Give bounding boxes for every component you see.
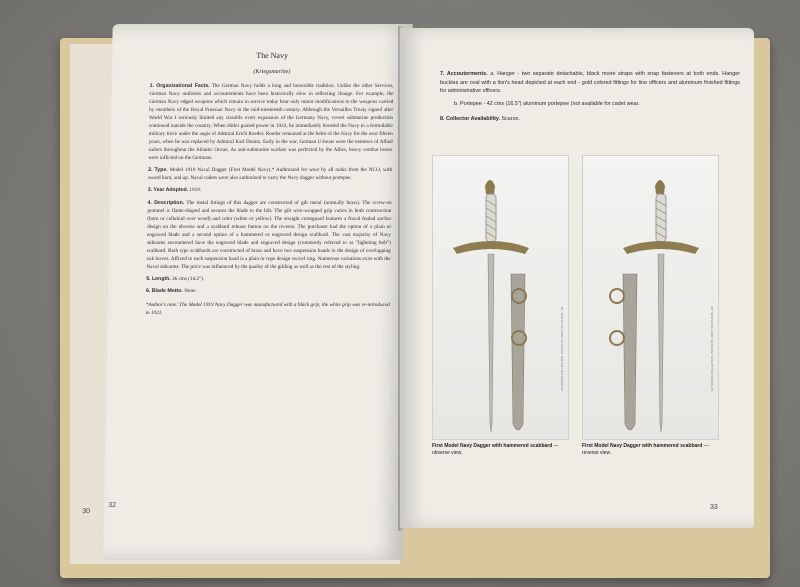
- section-2: 2. Type. Model 1919 Naval Dagger (First Model Navy).* Authorized for wear by all ranks from the NCO, with sword knot, and up. Naval cadets were also authorized to carry the Navy dagger without portepee.: [147, 167, 393, 182]
- photo-credit-right: AUTHOR'S COLLECTION. PHOTO BY ANDY SOUTHARD, JR.: [710, 306, 714, 392]
- page-number-33: 33: [710, 504, 718, 511]
- dagger-obverse-image: [433, 156, 568, 439]
- section-1: 1. Organizational Facts. The German Navy holds a long and honorable tradition. Unlike the other Services, German Navy uniforms and accoutrements have been historically slow in reflecting change. For example, the German Navy edged weapons which remain in service today bear only minor modifications to the weapons carried by members of the Royal Prussian Navy in the mid-nineteenth century. Although the Versailles Treaty signed after World War I seriously limited any sizeable overt expansion of the Germany Navy, covert submarine production continued outside the country. When Hitler gained power in 1933, he immediately boosted the Navy to a formidable military force under the aegis of Admiral Erich Roeder. Roeder remained at the helm of the Navy for the next fifteen years, when he was replaced by Admiral Karl Donitz. Early in the war, German U-boats were the nemeses of Allied sailors throughout the Atlantic Ocean. As anti-submarine warfare was perfected by the Allies, heavy combat losses were inflicted on the Germans.: [148, 82, 394, 162]
- item-7: 7. Accouterments. a. Hanger - two separate detachable, black moire straps with snap fasteners at both ends. Hanger buckles are oval with a lion's head depicted at each end - gold colored fittings for line officers and aluminum finished fittings for administrative officers.: [440, 71, 740, 95]
- photo-credit-left: AUTHOR'S COLLECTION. PHOTO BY ANDY SOUTHARD, JR.: [560, 306, 564, 392]
- page-subtitle: (Kriegsmarine): [253, 69, 291, 76]
- caption-obverse: First Model Navy Dagger with hammered scabbard — obverse view.: [432, 443, 559, 456]
- photo-pair: [432, 155, 732, 455]
- page-number-30: 30: [82, 508, 91, 515]
- left-page: [82, 24, 412, 560]
- section-4: 4. Description. The metal fittings of this dagger are constructed of gilt metal (normally brass). The screw-on pommel is flame-shaped and secures the blade to the hilt. The gilt wire-wrapped grip varies in both construction (horn or celluloid over wood) and color (white or yellow). The straight crossguard features a Naval fouled anchor design on the obverse and a scabbard release button on the reverse. The purchaser had the option of a plain or engraved blade and a second option of a hammered or engraved design scabbard. The vast majority of Navy sidearms encountered have the engraved blade and engraved design (commonly referred to as "lightning bolt") scabbard. Both type scabbards are constructed of brass and have two suspension bands in the design of overlapping oak leaves. Affixed to each suspension band is a plain or rope design swivel ring. Numerous variations exist with the Naval sidearms. The price was influenced by the quality of the gilding as well as the rest of the styling.: [146, 199, 392, 270]
- dagger-reverse-image: [583, 156, 718, 439]
- section-6: 6. Blade Motto. None.: [145, 288, 197, 295]
- section-3: 3. Year Adopted. 1919.: [147, 187, 202, 194]
- caption-reverse: First Model Navy Dagger with hammered scabbard — reverse view.: [582, 443, 709, 456]
- photo-reverse: [582, 155, 719, 440]
- section-5: 5. Length. 36 cms (14.2").: [146, 276, 205, 283]
- item-7b: b. Portepee - 42 cms (16.5") aluminum portepee (not available for cadet wear.: [454, 100, 640, 107]
- item-8: 8. Collector Availability. Scarce.: [440, 115, 520, 122]
- page-title: The Navy: [256, 51, 289, 60]
- photo-obverse: [432, 155, 569, 440]
- page-number-32: 32: [108, 502, 117, 509]
- footnote: *Author's note: The Model 1919 Navy Dagger was manufactured with a black grip, the white grip was re-introduced in 1921.: [145, 302, 390, 317]
